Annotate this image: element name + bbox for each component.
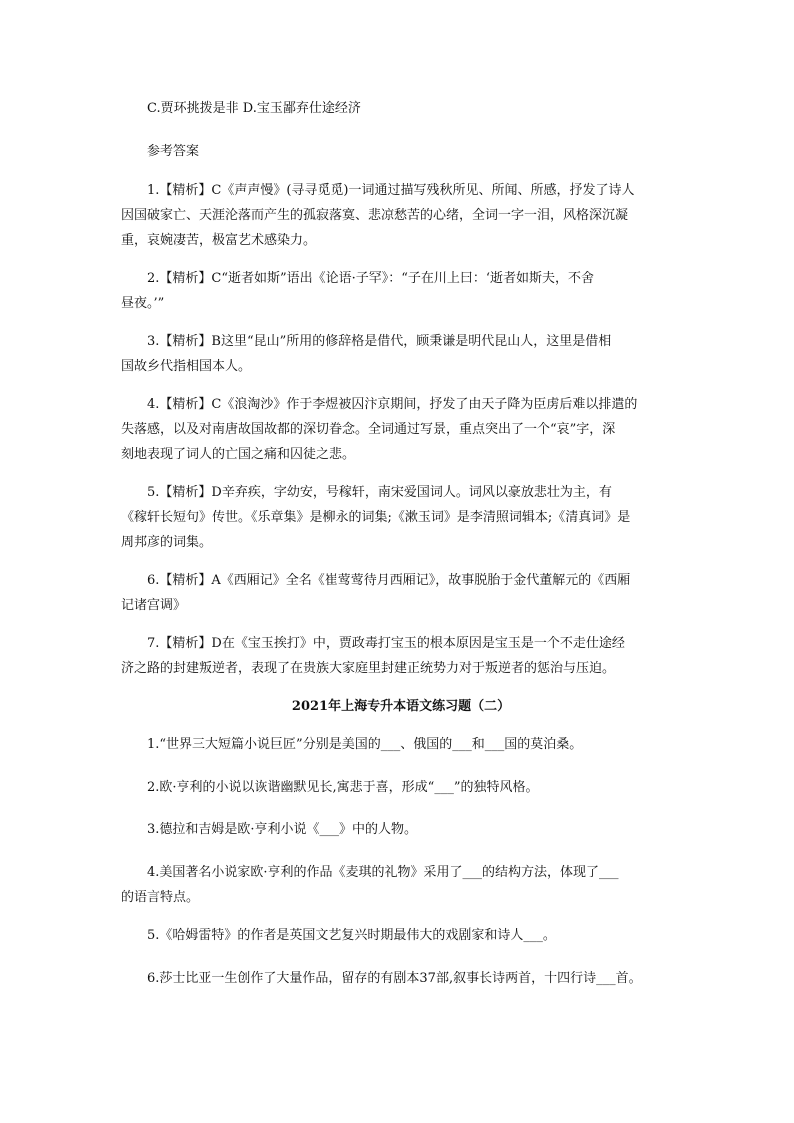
answer-1-line-3: 重，哀婉凄苦，极富艺术感染力。 [121, 233, 317, 248]
answer-7-line-2: 济之路的封建叛逆者，表现了在贵族大家庭里封建正统势力对于叛逆者的惩治与压迫。 [121, 661, 616, 676]
options-line: C.贾环挑拨是非 D.宝玉鄙弃仕途经济 [147, 101, 361, 116]
question-1-line-1: 1.“世界三大短篇小说巨匠”分别是美国的___、俄国的___和___国的莫泊桑。 [147, 737, 583, 752]
answer-3-line-2: 国故乡代指相国本人。 [121, 359, 252, 374]
answer-4-line-3: 刻地表现了词人的亡国之痛和囚徒之悲。 [121, 447, 356, 462]
answer-5-line-3: 周邦彦的词集。 [121, 535, 213, 550]
question-6-line-1: 6.莎士比亚一生创作了大量作品，留存的有剧本37部,叙事长诗两首，十四行诗___首。 [147, 971, 642, 986]
answer-2-line-1: 2.【精析】C“逝者如斯”语出《论语·子罕》：“子在川上曰：‘逝者如斯夫，不舍 [147, 271, 595, 286]
answer-6-line-2: 记诸宫调》 [121, 598, 187, 613]
question-3-line-1: 3.德拉和吉姆是欧·亨利小说《___》中的人物。 [147, 822, 418, 837]
answer-1-line-1: 1.【精析】C《声声慢》(寻寻觅觅)一词通过描写残秋所见、所闻、所感，抒发了诗人 [147, 183, 635, 198]
answer-2-line-2: 昼夜。’” [121, 296, 165, 311]
answers-heading: 参考答案 [147, 144, 200, 159]
question-5-line-1: 5.《哈姆雷特》的作者是英国文艺复兴时期最伟大的戏剧家和诗人___。 [147, 928, 556, 943]
answer-3-line-1: 3.【精析】B这里“昆山”所用的修辞格是借代，顾秉谦是明代昆山人，这里是借相 [147, 334, 612, 349]
question-2-line-1: 2.欧·亨利的小说以诙谐幽默见长,寓悲于喜，形成“___”的独特风格。 [147, 780, 539, 795]
question-4-line-2: 的语言特点。 [121, 890, 200, 905]
answer-4-line-1: 4.【精析】C《浪淘沙》作于李煜被囚汴京期间，抒发了由天子降为臣虏后难以排遣的 [147, 397, 638, 412]
section-title: 2021年上海专升本语文练习题（二） [291, 699, 511, 714]
question-4-line-1: 4.美国著名小说家欧·亨利的作品《麦琪的礼物》采用了___的结构方法，体现了___ [147, 865, 619, 880]
answer-5-line-2: 《稼轩长短句》传世。《乐章集》是柳永的词集;《漱玉词》是李清照词辑本;《清真词》是 [121, 510, 631, 525]
answer-6-line-1: 6.【精析】A《西厢记》全名《崔莺莺待月西厢记》，故事脱胎于金代董解元的《西厢 [147, 573, 631, 588]
answer-4-line-2: 失落感，以及对南唐故国故都的深切眷念。全词通过写景，重点突出了一个“哀”字，深 [121, 422, 616, 437]
answer-1-line-2: 因国破家亡、天涯沦落而产生的孤寂落寞、悲凉愁苦的心绪，全词一字一泪，风格深沉凝 [121, 208, 629, 223]
answer-5-line-1: 5.【精析】D辛弃疾，字幼安，号稼轩，南宋爱国词人。词风以豪放悲壮为主，有 [147, 485, 612, 500]
answer-7-line-1: 7.【精析】D在《宝玉挨打》中，贾政毒打宝玉的根本原因是宝玉是一个不走仕途经 [147, 636, 625, 651]
